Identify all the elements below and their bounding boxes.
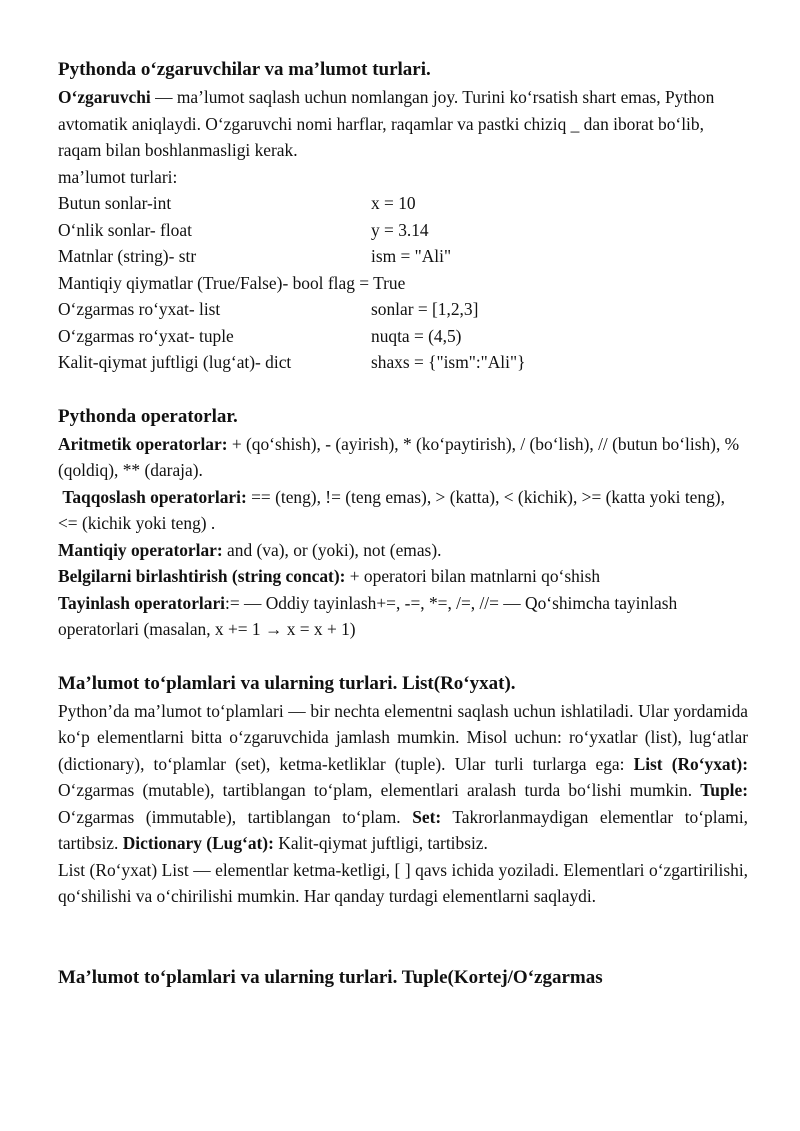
data-type-row — [58, 243, 748, 270]
term-dictionary: Dictionary (Lug‘at): — [122, 833, 274, 853]
section-title-tuple: Ma’lumot to‘plamlari va ularning turlari. Tuple(Kortej/O‘zgarmas — [58, 966, 603, 988]
variable-definition-text: — ma’lumot saqlash uchun nomlangan joy. Turini ko‘rsatish shart emas, Python avtomatik aniqlaydi. O‘zgaruvchi nomi harflar, raqamlar va pastki chiziq _ dan iborat bo‘lib, raqam bilan boshlanmasligi kerak. — [58, 87, 715, 160]
data-type-name: Kalit-qiymat juftligi (lug‘at)- dict — [58, 352, 292, 372]
term-assignment: Tayinlash operatorlari — [58, 592, 225, 613]
term-comparison: Taqqoslash operatorlari: — [62, 486, 247, 507]
term-arithmetic: Aritmetik operatorlar: — [58, 433, 228, 454]
arithmetic-text: + (qo‘shish), - (ayirish), * (ko‘paytirish), / (bo‘lish), // (butun bo‘lish), % (qoldiq), ** (daraja). — [58, 433, 740, 480]
collections-intro: Python’da ma’lumot to‘plamlari — bir nechta elementni saqlash uchun ishlatiladi. Ular yordamida ko‘p elementlarni bitta o‘zgaruvchida jamlash mumkin. Misol uchun: ro‘yxatlar (list), lug‘atlar (dictionary), to‘plamlar (set), ketma-ketliklar (tuple). Ular turli turlarga ega: — [58, 700, 748, 774]
term-set: Set: — [412, 806, 442, 827]
data-type-example: ism = "Ali" — [371, 246, 452, 266]
data-type-row — [58, 270, 748, 297]
list-paragraph: List (Ro‘yxat) List — elementlar ketma-ketligi, [ ] qavs ichida yoziladi. Elementlari o‘zgartirilishi, qo‘shilishi va o‘chirilishi mumkin. Har qanday turdagi elementlarni saqlaydi. — [58, 859, 748, 906]
arithmetic-operators — [58, 431, 748, 484]
term-logical: Mantiqiy operatorlar: — [58, 539, 223, 560]
data-type-name: O‘zgarmas ro‘yxat- tuple — [58, 325, 234, 346]
term-variable: O‘zgaruvchi — [58, 87, 151, 107]
data-type-name: O‘zgarmas ro‘yxat- list — [58, 299, 221, 319]
collections-paragraph — [58, 698, 748, 857]
data-type-row — [58, 217, 748, 244]
data-type-example: sonlar = [1,2,3] — [371, 299, 479, 319]
data-type-example: x = 10 — [371, 193, 416, 213]
data-type-row — [58, 296, 748, 323]
data-types-label: ma’lumot turlari: — [58, 166, 178, 187]
spacer — [58, 376, 748, 403]
data-types-list — [58, 190, 748, 376]
data-type-name: O‘nlik sonlar- float — [58, 219, 192, 240]
term-concat: Belgilarni birlashtirish (string concat): — [58, 566, 346, 586]
term-list: List (Ro‘yxat): — [633, 753, 748, 774]
data-type-row — [58, 190, 748, 217]
data-type-row — [58, 349, 748, 376]
logical-operators — [58, 537, 748, 564]
variable-definition — [58, 84, 748, 164]
section-title-collections: Ma’lumot to‘plamlari va ularning turlari. List(Ro‘yxat). — [58, 672, 516, 694]
comparison-operators — [58, 484, 748, 537]
data-type-name: Butun sonlar-int — [58, 193, 172, 213]
string-concat — [58, 563, 748, 590]
section-title-variables: Pythonda o‘zgaruvchilar va ma’lumot turlari. — [58, 59, 431, 80]
assignment-text: := — Oddiy tayinlash+=, -=, *=, /=, //= — Qo‘shimcha tayinlash operatorlari (masalan, x += 1 → x = x + 1) — [58, 592, 678, 639]
data-type-example: flag = True — [327, 272, 406, 293]
data-type-example: shaxs = {"ism":"Ali"} — [371, 352, 526, 372]
data-type-name: Mantiqiy qiymatlar (True/False)- bool — [58, 272, 324, 293]
logical-text: and (va), or (yoki), not (emas). — [222, 539, 442, 560]
data-type-row — [58, 323, 748, 350]
dictionary-text: Kalit-qiymat juftligi, tartibsiz. — [273, 833, 488, 853]
tuple-text: O‘zgarmas (immutable), tartiblangan to‘plam. — [58, 806, 413, 827]
list-text: O‘zgarmas (mutable), tartiblangan to‘plam, elementlari aralash turda bo‘lishi mumkin. — [58, 780, 701, 800]
concat-text: + operatori bilan matnlarni qo‘shish — [345, 566, 601, 586]
spacer — [58, 910, 748, 964]
comparison-text: == (teng), != (teng emas), > (katta), < (kichik), >= (katta yoki teng), <= (kichik yoki teng) . — [58, 486, 725, 533]
set-text: Takrorlanmaydigan elementlar to‘plami, tartibsiz. — [58, 806, 748, 853]
data-type-name: Matnlar (string)- str — [58, 246, 197, 266]
section-title-operators: Pythonda operatorlar. — [58, 405, 238, 427]
assignment-operators — [58, 590, 748, 643]
spacer — [58, 643, 748, 670]
data-type-example: nuqta = (4,5) — [371, 325, 462, 346]
document-page — [58, 56, 748, 992]
data-type-example: y = 3.14 — [371, 219, 429, 240]
term-tuple: Tuple: — [700, 780, 748, 800]
